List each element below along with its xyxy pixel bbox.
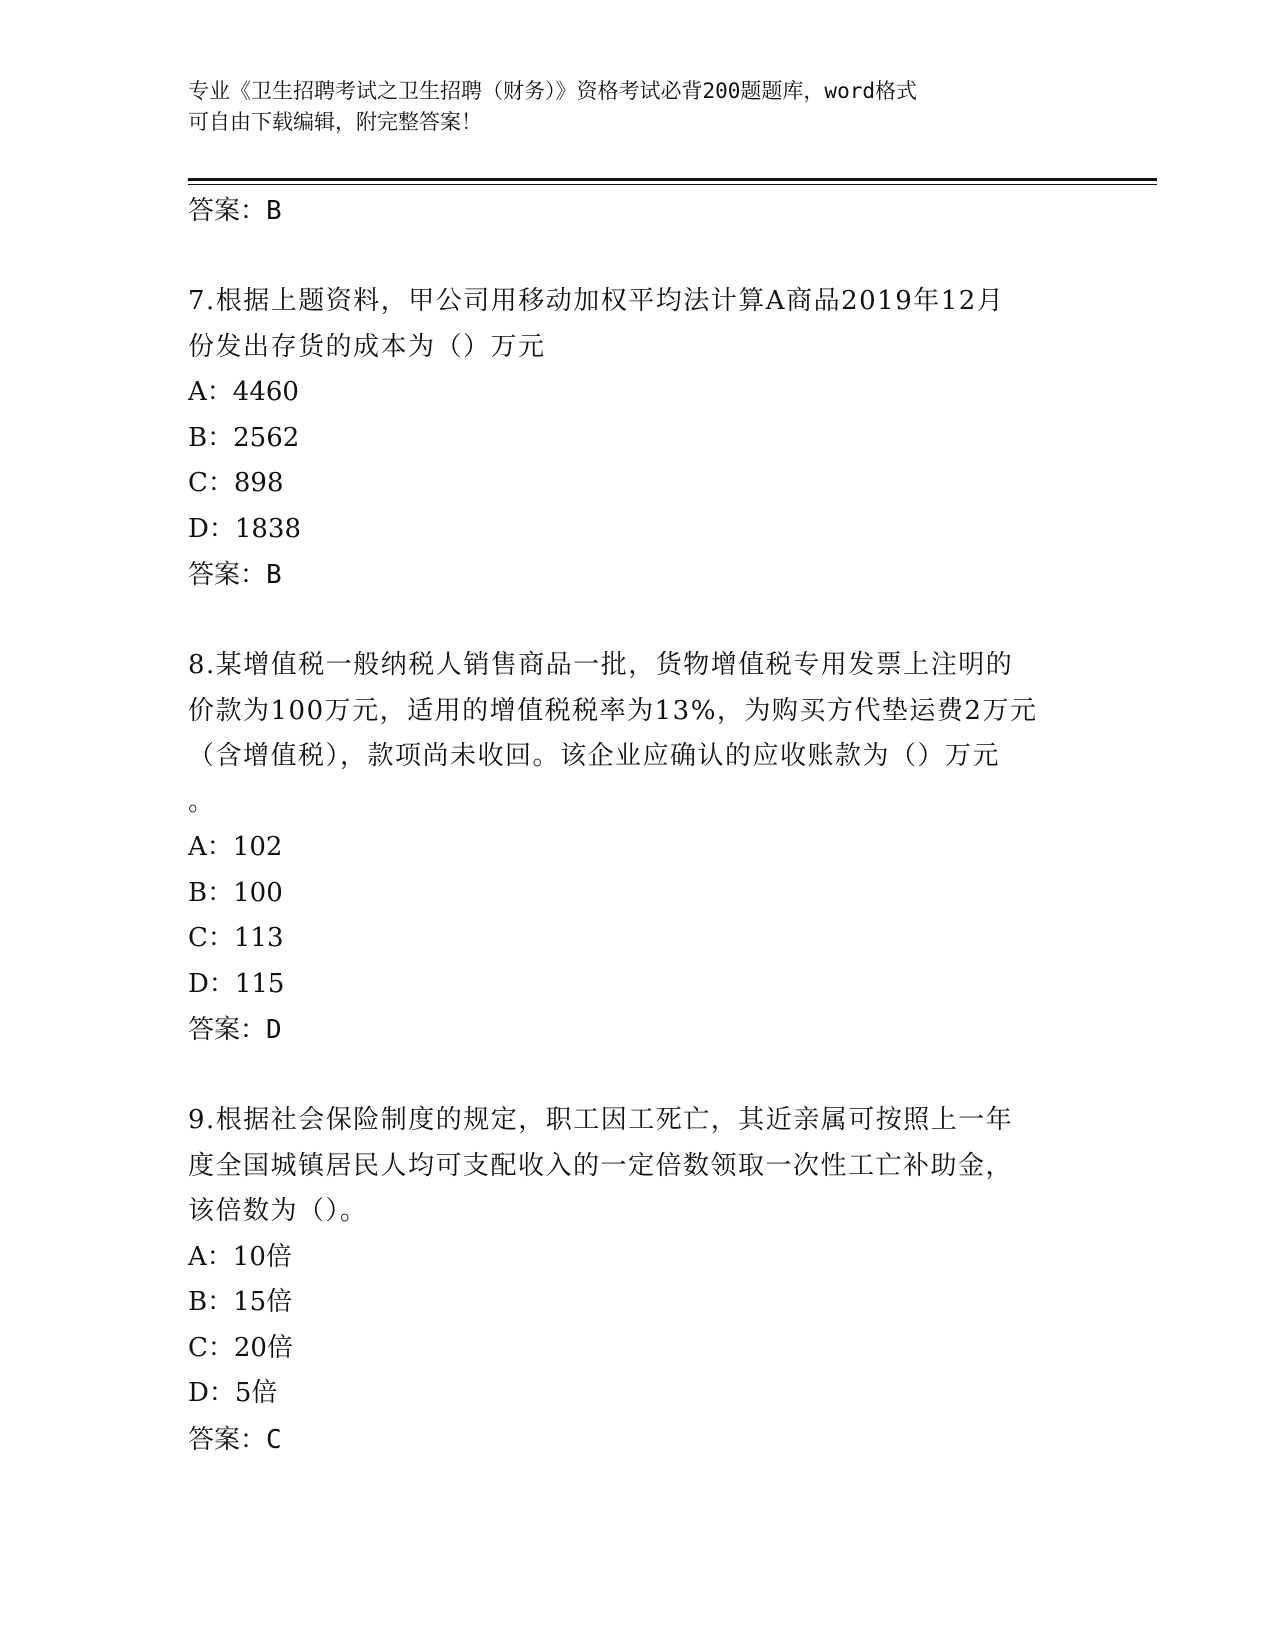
option-d: D：1838 (188, 513, 302, 544)
question-stem-line: 。 (188, 786, 216, 817)
spacer (188, 598, 1088, 643)
question-stem-line: 9.根据社会保险制度的规定，职工因工死亡，其近亲属可按照上一年 (188, 1105, 1014, 1135)
option-d: D：5倍 (188, 1378, 278, 1408)
question-block (188, 643, 1088, 1053)
question-block (188, 1098, 1088, 1463)
option-a: A：10倍 (188, 1241, 292, 1272)
option-b: B：100 (188, 877, 283, 908)
answer: 答案：C (188, 1424, 282, 1455)
option-c: C：20倍 (188, 1332, 293, 1363)
question-stem-line: 价款为100万元，适用的增值税税率为13%，为购买方代垫运费2万元 (188, 695, 1038, 726)
answer: 答案：B (188, 560, 282, 590)
header-line-1: 专业《卫生招聘考试之卫生招聘（财务）》资格考试必背200题题库，word格式 (188, 79, 917, 103)
header-divider-thick (188, 178, 1157, 181)
option-b: B：15倍 (188, 1287, 293, 1317)
question-stem-line: 该倍数为（）。 (188, 1196, 368, 1226)
answer: 答案：D (188, 1015, 282, 1045)
option-c: C：898 (188, 468, 284, 498)
question-stem-line: 度全国城镇居民人均可支配收入的一定倍数领取一次性工亡补助金， (188, 1150, 1014, 1181)
header-divider-thin (188, 184, 1157, 185)
page-header (188, 76, 1088, 138)
option-c: C：113 (188, 923, 284, 953)
question-stem (188, 643, 1088, 825)
option-a: A：4460 (188, 377, 299, 407)
question-stem-line: 7.根据上题资料，甲公司用移动加权平均法计算A商品2019年12月 (188, 286, 1005, 316)
spacer (188, 1053, 1088, 1098)
question-stem-line: 8.某增值税一般纳税人销售商品一批，货物增值税专用发票上注明的 (188, 650, 1014, 680)
option-b: B：2562 (188, 422, 300, 453)
question-stem (188, 1098, 1088, 1235)
question-stem-line: 份发出存货的成本为（）万元 (188, 331, 546, 362)
previous-answer: 答案：B (188, 196, 282, 226)
question-block (188, 279, 1088, 598)
document-body (188, 188, 1088, 1463)
option-a: A：102 (188, 832, 283, 862)
header-line-2: 可自由下载编辑，附完整答案！ (188, 110, 482, 134)
question-stem-line: （含增值税），款项尚未收回。该企业应确认的应收账款为（）万元 (188, 741, 1001, 771)
option-d: D：115 (188, 968, 285, 999)
spacer (188, 234, 1088, 279)
question-stem (188, 279, 1088, 370)
